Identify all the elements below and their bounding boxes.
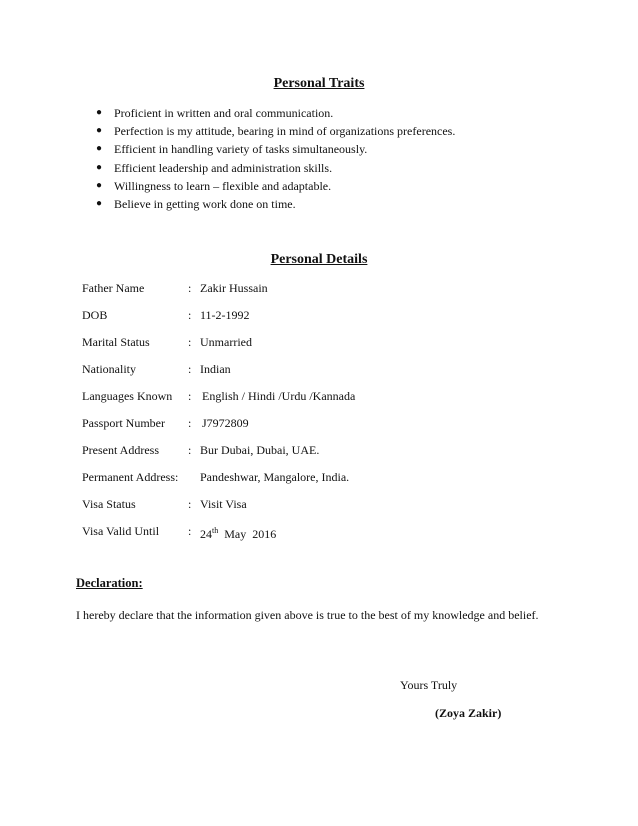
detail-separator: : [188, 497, 192, 511]
detail-value: English / Hindi /Urdu /Kannada [202, 389, 356, 403]
list-item: ● Proficient in written and oral communication. [96, 104, 455, 122]
detail-value: Unmarried [200, 335, 252, 349]
bullet-icon: ● [96, 125, 103, 137]
detail-label: Present Address [82, 443, 159, 457]
detail-separator: : [188, 281, 192, 295]
detail-label: Father Name [82, 281, 145, 295]
detail-separator: : [188, 443, 192, 457]
visa-day: 24 [200, 527, 212, 541]
detail-value: Indian [200, 362, 231, 376]
detail-value: J7972809 [202, 416, 249, 430]
personal-traits-list [96, 104, 455, 213]
detail-label: Visa Status [82, 497, 136, 511]
detail-value: Visit Visa [200, 497, 247, 511]
detail-separator: : [188, 335, 192, 349]
personal-details-heading: Personal Details [270, 252, 368, 267]
bullet-icon: ● [96, 161, 103, 173]
detail-label: Permanent Address: [82, 470, 179, 484]
declaration-title: Declaration: [76, 576, 143, 590]
detail-separator: : [188, 416, 192, 430]
detail-label: DOB [82, 308, 108, 322]
list-item: ● Believe in getting work done on time. [96, 195, 455, 213]
list-item: ● Efficient leadership and administration skills. [96, 159, 455, 177]
signature-name: (Zoya Zakir) [435, 706, 502, 720]
detail-value: Pandeshwar, Mangalore, India. [200, 470, 350, 484]
list-item: ● Willingness to learn – flexible and adaptable. [96, 177, 455, 195]
list-item: ● Perfection is my attitude, bearing in mind of organizations preferences. [96, 122, 455, 140]
detail-label: Languages Known [82, 389, 173, 403]
declaration-text: I hereby declare that the information given above is true to the best of my knowledge and belief. [76, 608, 539, 622]
detail-separator: : [188, 308, 192, 322]
detail-label: Visa Valid Until [82, 524, 160, 538]
detail-value: Bur Dubai, Dubai, UAE. [200, 443, 320, 457]
detail-label: Passport Number [82, 416, 165, 430]
list-item: ● Efficient in handling variety of tasks simultaneously. [96, 140, 455, 158]
bullet-icon: ● [96, 107, 103, 118]
detail-separator: : [188, 389, 192, 403]
bullet-icon: ● [96, 198, 103, 210]
detail-label: Nationality [82, 362, 136, 376]
bullet-icon: ● [96, 179, 103, 191]
detail-value: Zakir Hussain [200, 281, 268, 295]
visa-month-year: May 2016 [224, 527, 277, 541]
detail-separator: : [188, 362, 192, 376]
detail-separator: : [188, 524, 192, 538]
detail-value [200, 521, 276, 544]
personal-traits-heading: Personal Traits [273, 76, 365, 91]
visa-day-suffix: th [212, 526, 219, 535]
detail-value: 11-2-1992 [200, 308, 250, 322]
closing-yours-truly: Yours Truly [400, 678, 458, 692]
bullet-icon: ● [96, 143, 103, 155]
detail-label: Marital Status [82, 335, 150, 349]
